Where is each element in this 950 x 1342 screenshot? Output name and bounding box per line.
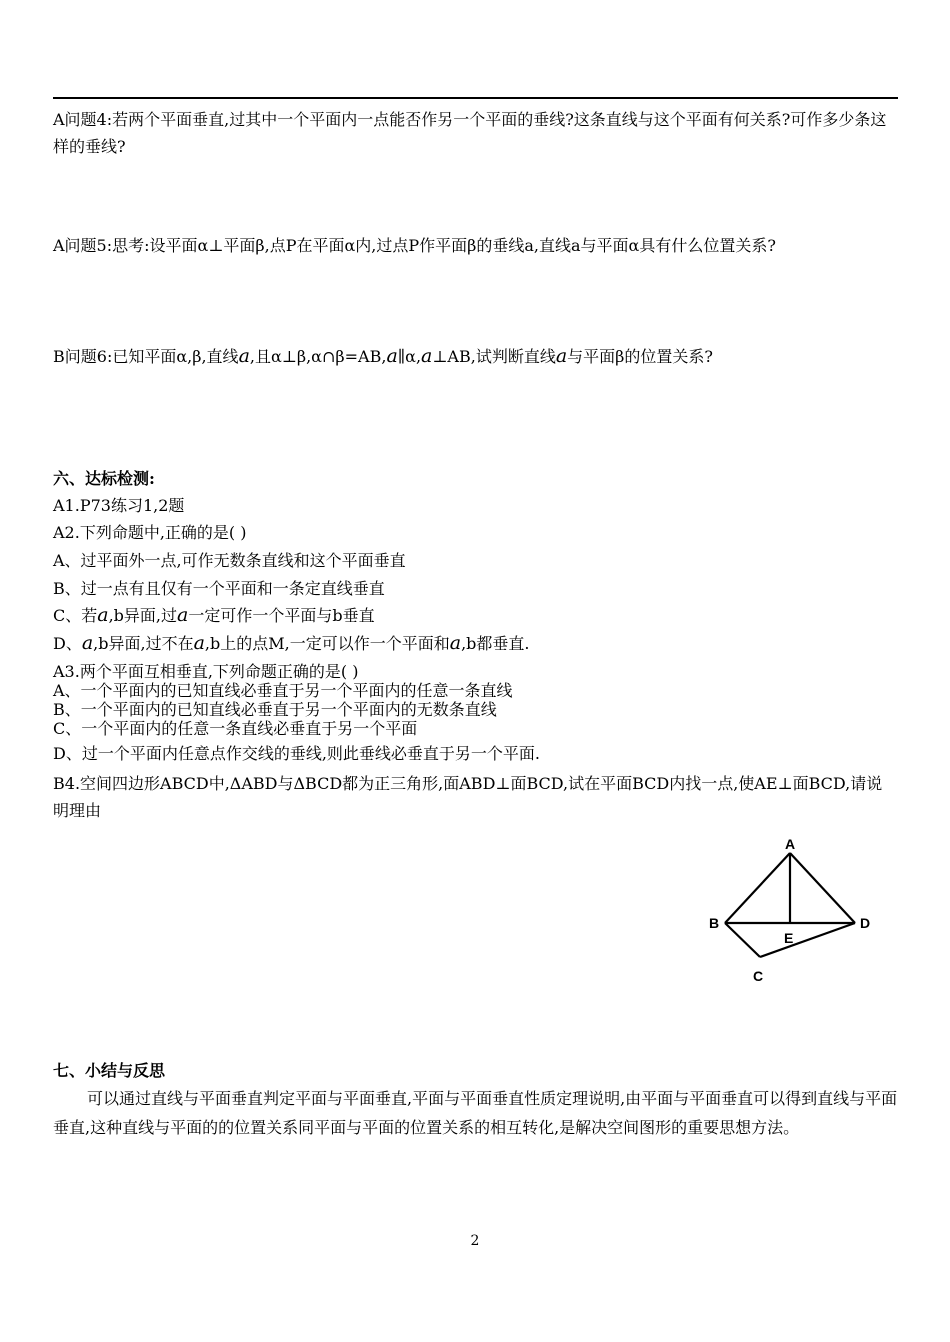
a2-option-c: C、若a,b异面,过a一定可作一个平面与b垂直 [53,604,375,626]
question-4: A问题4:若两个平面垂直,过其中一个平面内一点能否作另一个平面的垂线?这条直线与这个平面有何关系?可作多少条这样的垂线? [53,110,887,156]
tetrahedron-figure [700,833,890,993]
label-b: B [709,915,720,931]
label-c: C [753,968,764,984]
a2-option-d: D、a,b异面,过不在a,b上的点M,一定可以作一个平面和a,b都垂直. [53,632,530,654]
a3-option-c: C、一个平面内的任意一条直线必垂直于另一个平面 [53,719,418,738]
summary-paragraph: 可以通过直线与平面垂直判定平面与平面垂直,平面与平面垂直性质定理说明,由平面与平面垂直可以得到直线与平面垂直,这种直线与平面的的位置关系同平面与平面的位置关系的相互转化,是解决空间图形的重要思想方法。 [53,1089,898,1137]
question-5: A问题5:思考:设平面α⊥平面β,点P在平面α内,过点P作平面β的垂线a,直线a与平面α具有什么位置关系? [53,236,776,255]
exercise-b4: B4.空间四边形ABCD中,ΔABD与ΔBCD都为正三角形,面ABD⊥面BCD,试在平面BCD内找一点,使AE⊥面BCD,请说明理由 [53,774,883,820]
label-d: D [860,915,871,931]
question-6: B问题6:已知平面α,β,直线a,且α⊥β,α∩β=AB,a∥α,a⊥AB,试判断直线a与平面β的位置关系? [53,345,713,367]
edge-cd [760,923,855,957]
a2-option-a: A、过平面外一点,可作无数条直线和这个平面垂直 [53,551,406,570]
header-rule [53,97,898,99]
edge-ab [725,853,790,923]
exercise-a3: A3.两个平面互相垂直,下列命题正确的是( ) [53,662,359,681]
edge-bc [725,923,760,957]
page-number: 2 [470,1233,480,1249]
a3-option-a: A、一个平面内的已知直线必垂直于另一个平面内的任意一条直线 [53,681,513,700]
a2-option-b: B、过一点有且仅有一个平面和一条定直线垂直 [53,579,385,598]
label-e: E [784,930,794,946]
exercise-a2: A2.下列命题中,正确的是( ) [53,523,247,542]
a3-option-d: D、过一个平面内任意点作交线的垂线,则此垂线必垂直于另一个平面. [53,744,541,763]
a3-option-b: B、一个平面内的已知直线必垂直于另一个平面内的无数条直线 [53,700,497,719]
label-a: A [785,836,796,852]
edge-ad [790,853,855,923]
exercise-a1: A1.P73练习1,2题 [53,496,185,515]
section-6-title: 六、达标检测: [53,469,155,488]
section-7-title: 七、小结与反思 [53,1061,166,1080]
